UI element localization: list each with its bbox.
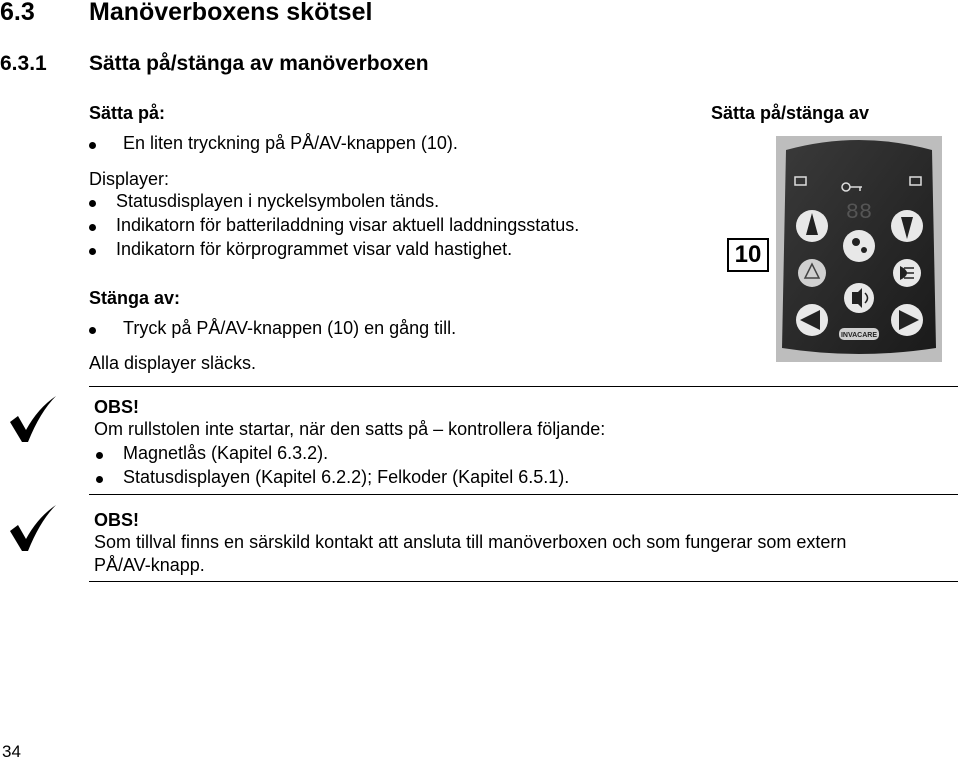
divider [89, 386, 958, 387]
turn-off-result: Alla displayer släcks. [89, 353, 257, 373]
section-title: Manöverboxens skötsel [89, 0, 373, 26]
checkmark-icon [8, 503, 58, 555]
divider [89, 494, 958, 495]
displays-heading: Displayer: [89, 169, 170, 189]
note-bullet-2: Statusdisplayen (Kapitel 6.2.2); Felkoder (Kapitel 6.5.1). [123, 467, 570, 487]
note-title: OBS! [94, 397, 139, 417]
turn-off-bullet: Tryck på PÅ/AV-knappen (10) en gång till. [123, 318, 457, 338]
note-text: Om rullstolen inte startar, när den satts på – kontrollera följande: [94, 419, 606, 439]
bullet [89, 327, 96, 334]
turn-on-bullet: En liten tryckning på PÅ/AV-knappen (10). [123, 133, 458, 153]
displays-bullet-1: Statusdisplayen i nyckelsymbolen tänds. [116, 191, 440, 211]
divider [89, 581, 958, 582]
note-bullet-1: Magnetlås (Kapitel 6.3.2). [123, 443, 329, 463]
bullet [89, 224, 96, 231]
displays-bullet-2: Indikatorn för batteriladdning visar aktuell laddningsstatus. [116, 215, 580, 235]
bullet [96, 452, 103, 459]
turn-on-heading: Sätta på: [89, 103, 166, 123]
note-title: OBS! [94, 510, 139, 530]
control-box-illustration [776, 136, 942, 362]
callout-label: 10 [727, 238, 769, 272]
power-button [843, 230, 875, 262]
bullet [96, 476, 103, 483]
subsection-number: 6.3.1 [0, 52, 47, 75]
note-text-line-1: Som tillval finns en särskild kontakt att ansluta till manöverboxen och som fungerar som extern [94, 532, 847, 552]
displays-bullet-3: Indikatorn för körprogrammet visar vald hastighet. [116, 239, 513, 259]
note-text-line-2: PÅ/AV-knapp. [94, 555, 205, 575]
bullet [89, 142, 96, 149]
section-number: 6.3 [0, 0, 35, 26]
figure-caption: Sätta på/stänga av [711, 103, 870, 123]
turn-off-heading: Stänga av: [89, 288, 181, 308]
status-display: 88 [845, 200, 873, 225]
bullet [89, 248, 96, 255]
subsection-title: Sätta på/stänga av manöverboxen [89, 52, 429, 75]
page-number: 34 [2, 742, 21, 761]
checkmark-icon [8, 394, 58, 446]
brand-text: INVACARE [840, 332, 878, 339]
bullet [89, 200, 96, 207]
